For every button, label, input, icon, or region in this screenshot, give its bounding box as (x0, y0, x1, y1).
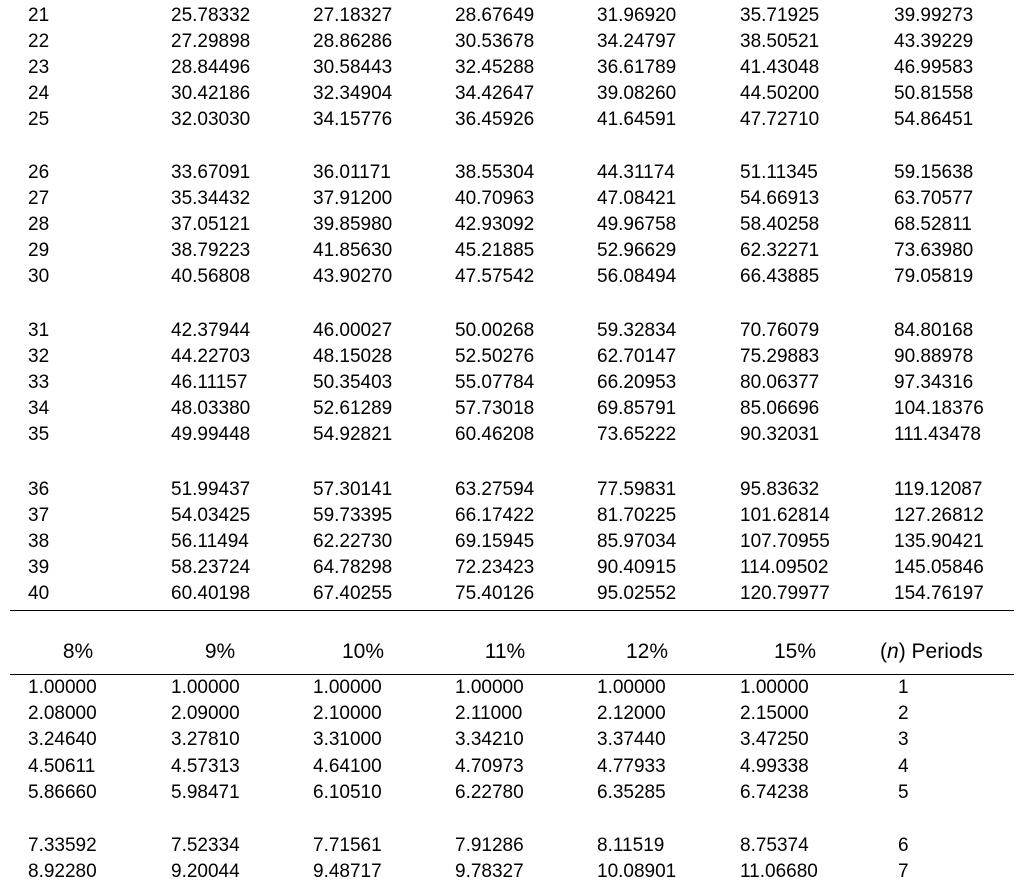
value-cell: 64.78298 (313, 557, 393, 578)
value-cell: 8.75374 (740, 835, 809, 856)
value-cell: 41.85630 (313, 240, 393, 261)
period-cell: 4 (898, 756, 909, 777)
column-header: 15% (773, 640, 817, 663)
value-cell: 2.12000 (597, 703, 666, 724)
period-cell: 29 (28, 240, 50, 261)
value-cell: 62.70147 (597, 346, 677, 367)
value-cell: 4.99338 (740, 756, 809, 777)
value-cell: 35.34432 (171, 188, 251, 209)
value-cell: 54.66913 (740, 188, 820, 209)
table-row (0, 396, 1024, 422)
value-cell: 75.40126 (455, 583, 535, 604)
value-cell: 28.84496 (171, 57, 251, 78)
table-row (0, 264, 1024, 290)
value-cell: 66.17422 (455, 505, 535, 526)
value-cell: 54.86451 (894, 109, 974, 130)
period-cell: 27 (28, 188, 50, 209)
period-cell: 24 (28, 83, 50, 104)
value-cell: 50.81558 (894, 83, 974, 104)
table-row (0, 186, 1024, 212)
value-cell: 8.92280 (28, 861, 97, 882)
value-cell: 27.18327 (313, 5, 393, 26)
value-cell: 3.34210 (455, 729, 524, 750)
period-cell: 25 (28, 109, 50, 130)
value-cell: 46.11157 (171, 372, 248, 393)
value-cell: 3.27810 (171, 729, 240, 750)
value-cell: 3.31000 (313, 729, 382, 750)
value-cell: 120.79977 (740, 583, 830, 604)
column-header-row (0, 637, 1024, 667)
value-cell: 10.08901 (597, 861, 677, 882)
value-cell: 59.73395 (313, 505, 393, 526)
value-cell: 40.56808 (171, 266, 251, 287)
value-cell: 107.70955 (740, 531, 830, 552)
value-cell: 3.24640 (28, 729, 97, 750)
value-cell: 85.06696 (740, 398, 820, 419)
table-row (0, 55, 1024, 81)
value-cell: 111.43478 (894, 424, 981, 445)
value-cell: 81.70225 (597, 505, 677, 526)
value-cell: 73.65222 (597, 424, 677, 445)
value-cell: 55.07784 (455, 372, 535, 393)
value-cell: 49.99448 (171, 424, 251, 445)
value-cell: 6.74238 (740, 782, 809, 803)
period-cell: 35 (28, 424, 50, 445)
period-cell: 34 (28, 398, 50, 419)
period-cell: 7 (898, 861, 909, 882)
table-divider (10, 610, 1014, 611)
value-cell: 7.33592 (28, 835, 97, 856)
value-cell: 39.08260 (597, 83, 677, 104)
value-cell: 2.10000 (313, 703, 382, 724)
value-cell: 5.98471 (171, 782, 240, 803)
value-cell: 36.45926 (455, 109, 535, 130)
value-cell: 45.21885 (455, 240, 535, 261)
value-cell: 3.37440 (597, 729, 666, 750)
value-cell: 60.46208 (455, 424, 535, 445)
table-row (0, 754, 1024, 780)
value-cell: 66.20953 (597, 372, 677, 393)
period-cell: 6 (898, 835, 909, 856)
value-cell: 57.73018 (455, 398, 535, 419)
value-cell: 4.77933 (597, 756, 666, 777)
value-cell: 28.86286 (313, 31, 393, 52)
table-row (0, 318, 1024, 344)
value-cell: 49.96758 (597, 214, 677, 235)
value-cell: 52.50276 (455, 346, 535, 367)
value-cell: 1.00000 (455, 677, 524, 698)
value-cell: 39.99273 (894, 5, 974, 26)
table-row (0, 477, 1024, 503)
period-cell: 40 (28, 583, 50, 604)
table-row (0, 422, 1024, 448)
value-cell: 43.90270 (313, 266, 393, 287)
value-cell: 73.63980 (894, 240, 974, 261)
period-cell: 30 (28, 266, 50, 287)
column-header: 8% (62, 640, 94, 663)
period-cell: 3 (898, 729, 909, 750)
value-cell: 5.86660 (28, 782, 97, 803)
period-cell: 32 (28, 346, 50, 367)
value-cell: 44.50200 (740, 83, 820, 104)
value-cell: 59.32834 (597, 320, 677, 341)
value-cell: 114.09502 (740, 557, 829, 578)
value-cell: 48.15028 (313, 346, 393, 367)
period-cell: 23 (28, 57, 50, 78)
value-cell: 8.11519 (597, 835, 665, 856)
value-cell: 1.00000 (313, 677, 382, 698)
value-cell: 4.70973 (455, 756, 524, 777)
value-cell: 75.29883 (740, 346, 820, 367)
value-cell: 30.42186 (171, 83, 251, 104)
table-row (0, 780, 1024, 806)
value-cell: 25.78332 (171, 5, 251, 26)
value-cell: 9.78327 (455, 861, 524, 882)
period-cell: 31 (28, 320, 50, 341)
value-cell: 47.72710 (740, 109, 820, 130)
value-cell: 28.67649 (455, 5, 535, 26)
value-cell: 127.26812 (894, 505, 984, 526)
value-cell: 39.85980 (313, 214, 393, 235)
period-cell: 22 (28, 31, 50, 52)
value-cell: 41.64591 (597, 109, 677, 130)
period-cell: 21 (28, 5, 50, 26)
value-cell: 1.00000 (597, 677, 666, 698)
value-cell: 6.22780 (455, 782, 524, 803)
value-cell: 57.30141 (313, 479, 393, 500)
value-cell: 1.00000 (171, 677, 240, 698)
period-cell: 36 (28, 479, 50, 500)
value-cell: 27.29898 (171, 31, 251, 52)
value-cell: 7.91286 (455, 835, 524, 856)
value-cell: 67.40255 (313, 583, 393, 604)
table-row (0, 701, 1024, 727)
column-header: 9% (204, 640, 236, 663)
period-cell: 28 (28, 214, 50, 235)
period-cell: 2 (898, 703, 909, 724)
value-cell: 7.52334 (171, 835, 240, 856)
value-cell: 1.00000 (28, 677, 97, 698)
value-cell: 90.88978 (894, 346, 974, 367)
period-cell: 26 (28, 162, 50, 183)
value-cell: 43.39229 (894, 31, 974, 52)
period-cell: 38 (28, 531, 50, 552)
value-cell: 42.93092 (455, 214, 535, 235)
value-cell: 135.90421 (894, 531, 984, 552)
value-cell: 33.67091 (171, 162, 251, 183)
value-cell: 66.43885 (740, 266, 820, 287)
period-cell: 1 (898, 677, 909, 698)
value-cell: 119.12087 (894, 479, 983, 500)
value-cell: 80.06377 (740, 372, 820, 393)
value-cell: 2.15000 (740, 703, 809, 724)
value-cell: 37.91200 (313, 188, 393, 209)
value-cell: 2.11000 (455, 703, 523, 724)
value-cell: 37.05121 (171, 214, 251, 235)
value-cell: 101.62814 (740, 505, 830, 526)
table-row (0, 344, 1024, 370)
value-cell: 35.71925 (740, 5, 820, 26)
value-cell: 154.76197 (894, 583, 984, 604)
value-cell: 62.32271 (740, 240, 820, 261)
value-cell: 32.45288 (455, 57, 535, 78)
table-row (0, 675, 1024, 701)
value-cell: 50.00268 (455, 320, 535, 341)
value-cell: 1.00000 (740, 677, 809, 698)
table-row (0, 370, 1024, 396)
value-cell: 51.99437 (171, 479, 251, 500)
table-row (0, 81, 1024, 107)
value-cell: 54.03425 (171, 505, 251, 526)
value-cell: 84.80168 (894, 320, 974, 341)
value-cell: 32.34904 (313, 83, 393, 104)
column-header: 10% (341, 640, 385, 663)
periods-label: Periods (905, 640, 983, 663)
value-cell: 31.96920 (597, 5, 677, 26)
value-cell: 58.40258 (740, 214, 820, 235)
value-cell: 44.31174 (597, 162, 675, 183)
value-cell: 63.27594 (455, 479, 535, 500)
table-row (0, 529, 1024, 555)
value-cell: 62.22730 (313, 531, 393, 552)
column-header: 11% (484, 640, 526, 663)
value-cell: 7.71561 (313, 835, 382, 856)
value-cell: 69.15945 (455, 531, 535, 552)
table-row (0, 238, 1024, 264)
value-cell: 50.35403 (313, 372, 393, 393)
table-row (0, 581, 1024, 607)
value-cell: 48.03380 (171, 398, 251, 419)
value-cell: 46.00027 (313, 320, 393, 341)
table-row (0, 859, 1024, 885)
column-header: 12% (625, 640, 669, 663)
value-cell: 3.47250 (740, 729, 809, 750)
value-cell: 104.18376 (894, 398, 984, 419)
table-row (0, 833, 1024, 859)
value-cell: 2.09000 (171, 703, 240, 724)
value-cell: 38.55304 (455, 162, 535, 183)
value-cell: 2.08000 (28, 703, 97, 724)
value-cell: 11.06680 (740, 861, 818, 882)
value-cell: 40.70963 (455, 188, 535, 209)
period-cell: 33 (28, 372, 50, 393)
value-cell: 6.35285 (597, 782, 666, 803)
value-cell: 4.50611 (28, 756, 96, 777)
value-cell: 47.08421 (597, 188, 677, 209)
value-cell: 30.53678 (455, 31, 535, 52)
value-cell: 56.11494 (171, 531, 249, 552)
value-cell: 4.57313 (171, 756, 240, 777)
table-row (0, 29, 1024, 55)
value-cell: 72.23423 (455, 557, 535, 578)
value-cell: 51.11345 (740, 162, 818, 183)
value-cell: 34.42647 (455, 83, 535, 104)
periods-n-symbol: n (887, 640, 899, 663)
value-cell: 36.61789 (597, 57, 677, 78)
period-cell: 5 (898, 782, 909, 803)
value-cell: 36.01171 (313, 162, 391, 183)
table-row (0, 503, 1024, 529)
value-cell: 85.97034 (597, 531, 677, 552)
value-cell: 42.37944 (171, 320, 251, 341)
value-cell: 54.92821 (313, 424, 393, 445)
value-cell: 95.83632 (740, 479, 820, 500)
value-cell: 34.15776 (313, 109, 393, 130)
table-row (0, 3, 1024, 29)
value-cell: 32.03030 (171, 109, 251, 130)
value-cell: 38.50521 (740, 31, 820, 52)
value-cell: 34.24797 (597, 31, 677, 52)
value-cell: 44.22703 (171, 346, 251, 367)
value-cell: 69.85791 (597, 398, 677, 419)
table-row (0, 212, 1024, 238)
value-cell: 63.70577 (894, 188, 974, 209)
value-cell: 9.20044 (171, 861, 240, 882)
value-cell: 60.40198 (171, 583, 251, 604)
value-cell: 95.02552 (597, 583, 677, 604)
table-row (0, 727, 1024, 753)
value-cell: 59.15638 (894, 162, 974, 183)
value-cell: 90.40915 (597, 557, 677, 578)
table-row (0, 107, 1024, 133)
value-cell: 6.10510 (313, 782, 382, 803)
period-cell: 37 (28, 505, 50, 526)
value-cell: 46.99583 (894, 57, 974, 78)
value-cell: 68.52811 (894, 214, 972, 235)
value-cell: 30.58443 (313, 57, 393, 78)
value-cell: 52.61289 (313, 398, 393, 419)
table-row (0, 160, 1024, 186)
value-cell: 58.23724 (171, 557, 251, 578)
value-cell: 56.08494 (597, 266, 677, 287)
periods-column-header: (n) Periods (880, 640, 983, 663)
value-cell: 52.96629 (597, 240, 677, 261)
value-cell: 38.79223 (171, 240, 251, 261)
value-cell: 79.05819 (894, 266, 974, 287)
value-cell: 4.64100 (313, 756, 382, 777)
value-cell: 97.34316 (894, 372, 974, 393)
value-cell: 90.32031 (740, 424, 820, 445)
value-cell: 70.76079 (740, 320, 820, 341)
table-row (0, 555, 1024, 581)
value-cell: 41.43048 (740, 57, 820, 78)
value-cell: 47.57542 (455, 266, 535, 287)
value-cell: 145.05846 (894, 557, 984, 578)
value-cell: 77.59831 (597, 479, 677, 500)
period-cell: 39 (28, 557, 50, 578)
value-cell: 9.48717 (313, 861, 382, 882)
